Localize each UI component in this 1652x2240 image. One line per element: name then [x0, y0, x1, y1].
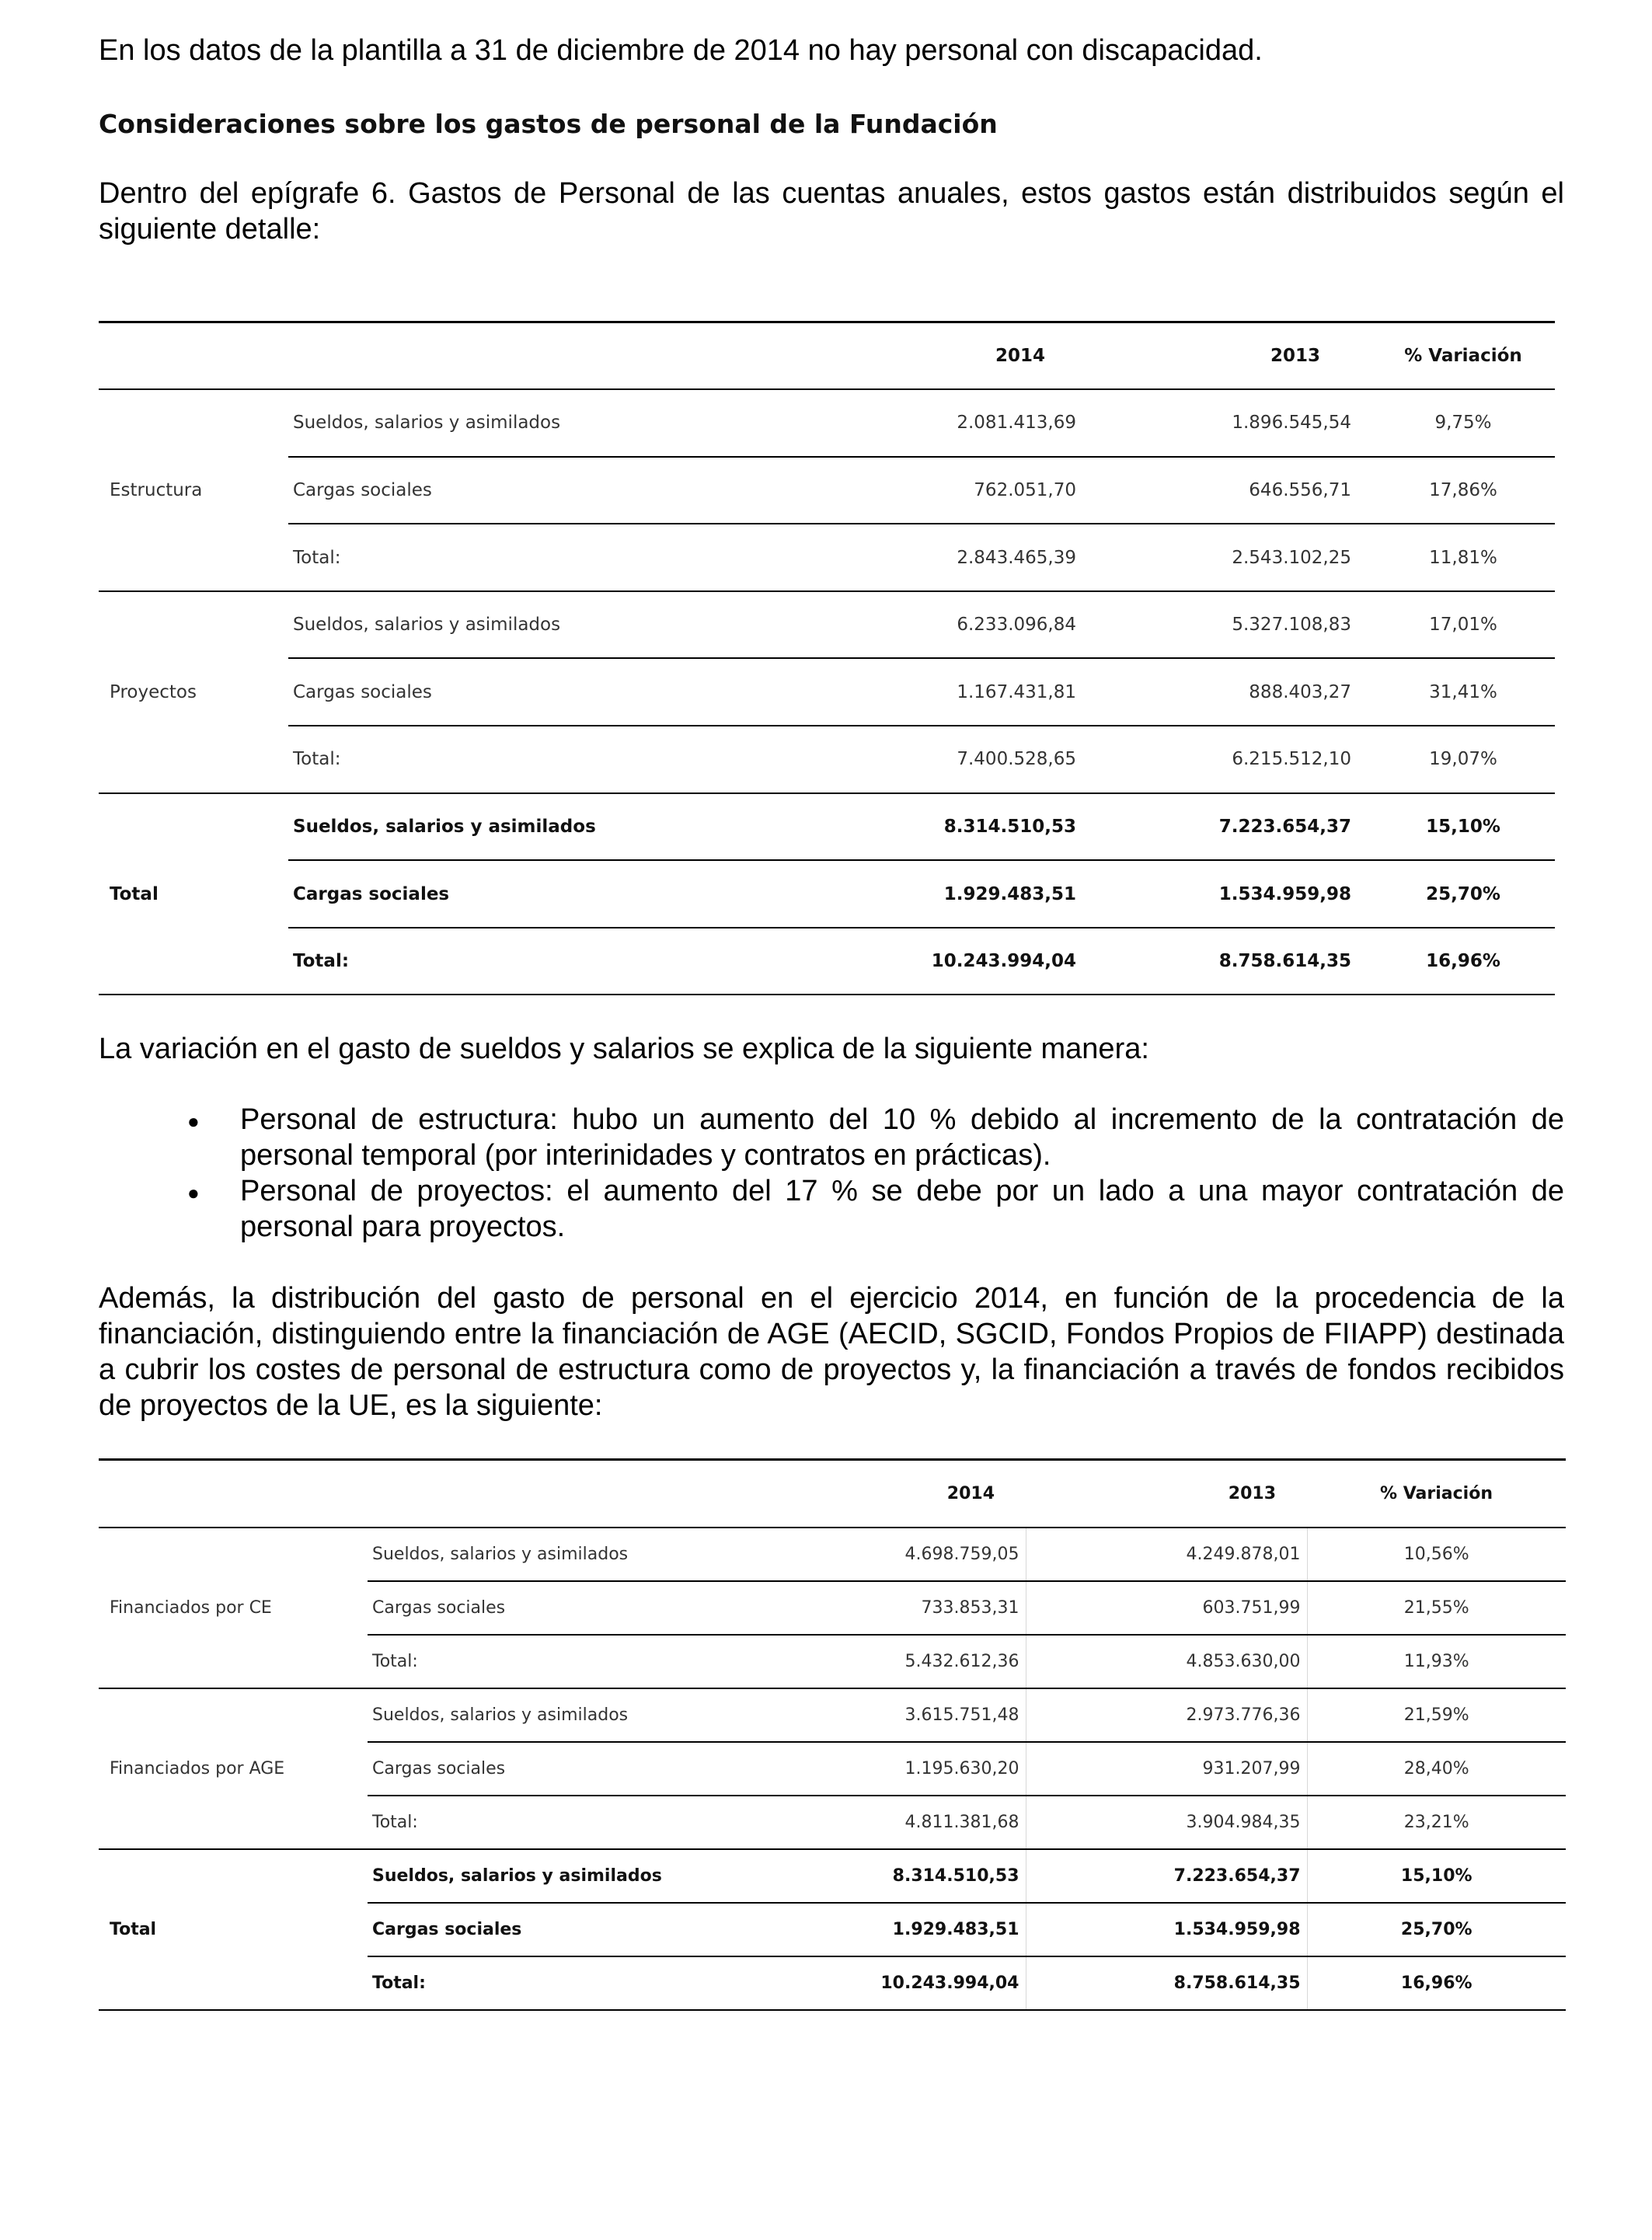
group-label: Financiados por AGE	[99, 1688, 368, 1849]
list-item: ● Personal de estructura: hubo un aumento del 10 % debido al incremento de la contratación de personal temporal (por interinidades y contratos en prácticas).	[99, 1102, 1564, 1173]
header-2013: 2013	[1076, 322, 1351, 390]
distribution-paragraph: Además, la distribución del gasto de personal en el ejercicio 2014, en función de la procedencia de la financiación, distinguiendo entre la financiación de AGE (AECID, SGCID, Fondos Propios de FIIAPP) destinada a cubrir los costes de personal de estructura como de proyectos y, la financiación a través de fondos recibidos de proyectos de la UE, es la siguiente:	[99, 1282, 1564, 1422]
section-heading: Consideraciones sobre los gastos de personal de la Fundación	[99, 109, 998, 139]
group-label: Total	[99, 793, 288, 995]
table-header-row	[99, 1460, 1566, 1528]
intro-paragraph: En los datos de la plantilla a 31 de diciembre de 2014 no hay personal con discapacidad.	[99, 34, 1263, 67]
header-variation: % Variación	[1351, 322, 1555, 390]
table-row: Total: 10.243.994,04 8.758.614,35 16,96%	[99, 1956, 1566, 2010]
table-row: Cargas sociales 1.929.483,51 1.534.959,98 25,70%	[99, 860, 1555, 928]
detail-paragraph: Dentro del epígrafe 6. Gastos de Personal de las cuentas anuales, estos gastos están distribuidos según el siguiente detalle:	[99, 177, 1564, 246]
table-row: Financiados por AGE Sueldos, salarios y asimilados 3.615.751,48 2.973.776,36 21,59%	[99, 1688, 1566, 1742]
header-2014: 2014	[661, 322, 1076, 390]
bullet-list	[99, 1102, 1564, 1245]
table-row: Total: 4.811.381,68 3.904.984,35 23,21%	[99, 1796, 1566, 1849]
table-row: Estructura Sueldos, salarios y asimilados 2.081.413,69 1.896.545,54 9,75%	[99, 389, 1555, 457]
table-row: Cargas sociales 733.853,31 603.751,99 21,55%	[99, 1581, 1566, 1635]
group-label: Proyectos	[99, 591, 288, 793]
list-item: ● Personal de proyectos: el aumento del 17 % se debe por un lado a una mayor contratación de personal para proyectos.	[99, 1173, 1564, 1245]
header-2014: 2014	[751, 1460, 1026, 1528]
table-row: Total: 10.243.994,04 8.758.614,35 16,96%	[99, 928, 1555, 995]
table-row: Total Sueldos, salarios y asimilados 8.314.510,53 7.223.654,37 15,10%	[99, 793, 1555, 861]
table-row: Cargas sociales 1.167.431,81 888.403,27 31,41%	[99, 658, 1555, 726]
header-variation: % Variación	[1307, 1460, 1566, 1528]
table-row: Proyectos Sueldos, salarios y asimilados 6.233.096,84 5.327.108,83 17,01%	[99, 591, 1555, 659]
table-row: Cargas sociales 1.929.483,51 1.534.959,98 25,70%	[99, 1903, 1566, 1956]
table-row: Cargas sociales 762.051,70 646.556,71 17,86%	[99, 457, 1555, 524]
group-label: Estructura	[99, 389, 288, 591]
group-label: Total	[99, 1849, 368, 2010]
funding-distribution-table	[99, 1458, 1566, 2011]
table-row: Total Sueldos, salarios y asimilados 8.314.510,53 7.223.654,37 15,10%	[99, 1849, 1566, 1903]
table-row: Cargas sociales 1.195.630,20 931.207,99 28,40%	[99, 1742, 1566, 1796]
table-header-row	[99, 322, 1555, 390]
table-row: Financiados por CE Sueldos, salarios y asimilados 4.698.759,05 4.249.878,01 10,56%	[99, 1528, 1566, 1581]
header-2013: 2013	[1026, 1460, 1307, 1528]
group-label: Financiados por CE	[99, 1528, 368, 1688]
table-row: Total: 2.843.465,39 2.543.102,25 11,81%	[99, 524, 1555, 591]
table-row: Total: 5.432.612,36 4.853.630,00 11,93%	[99, 1635, 1566, 1688]
personnel-expenses-table	[99, 321, 1555, 995]
variation-paragraph: La variación en el gasto de sueldos y salarios se explica de la siguiente manera:	[99, 1033, 1149, 1065]
table-row: Total: 7.400.528,65 6.215.512,10 19,07%	[99, 726, 1555, 793]
